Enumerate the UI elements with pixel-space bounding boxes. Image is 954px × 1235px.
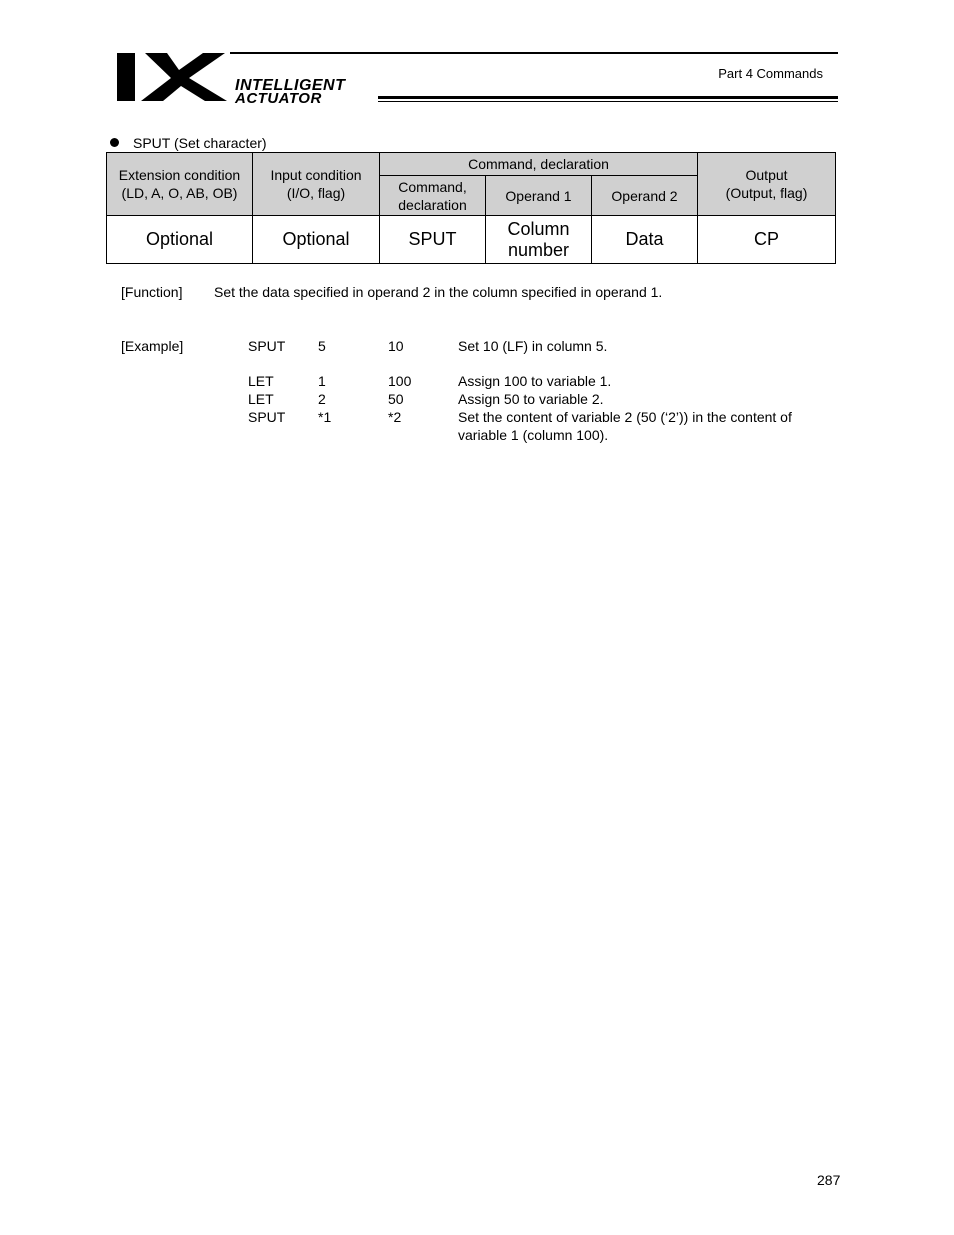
brand-line2: ACTUATOR (235, 90, 322, 106)
example-cmd: SPUT (248, 338, 286, 354)
example-op2: *2 (388, 409, 402, 425)
ix-logo (115, 50, 400, 106)
example-comment: Assign 50 to variable 2. (458, 391, 604, 407)
example-label: [Example] (121, 338, 184, 354)
header-rule-top (230, 52, 838, 54)
example-cmd: LET (248, 373, 274, 389)
example-op1: 1 (318, 373, 326, 389)
header-extension-condition: Extension condition (LD, A, O, AB, OB) (107, 153, 253, 216)
cell-extension: Optional (107, 216, 253, 264)
example-cmd: LET (248, 391, 274, 407)
cell-output: CP (698, 216, 836, 264)
example-op2: 10 (388, 338, 404, 354)
logo-letter-x (141, 53, 227, 101)
example-op1: *1 (318, 409, 332, 425)
example-op2: 100 (388, 373, 412, 389)
example-op1: 5 (318, 338, 326, 354)
header-input-condition: Input condition (I/O, flag) (253, 153, 380, 216)
section-title: SPUT (Set character) (133, 135, 267, 151)
cell-input: Optional (253, 216, 380, 264)
example-comment-continued: variable 1 (column 100). (458, 427, 609, 443)
example-comment: Set 10 (LF) in column 5. (458, 338, 608, 354)
header-operand1: Operand 1 (486, 176, 592, 216)
cell-operand2: Data (592, 216, 698, 264)
cell-command: SPUT (380, 216, 486, 264)
brand-line1: INTELLIGENT (235, 77, 346, 94)
header-rule-bottom (378, 96, 838, 99)
header-output: Output (Output, flag) (698, 153, 836, 216)
example-comment: Assign 100 to variable 1. (458, 373, 612, 389)
header-rule-bottom-thin (378, 101, 838, 102)
header-command-group: Command, declaration (380, 153, 698, 176)
header-operand2: Operand 2 (592, 176, 698, 216)
command-spec-table (106, 152, 836, 264)
header-command: Command, declaration (380, 176, 486, 216)
page-number: 287 (817, 1172, 841, 1188)
example-op2: 50 (388, 391, 404, 407)
cell-operand1: Column number (486, 216, 592, 264)
function-text: Set the data specified in operand 2 in the column specified in operand 1. (214, 284, 663, 300)
logo-letter-i (117, 53, 135, 101)
bullet-icon (110, 138, 119, 147)
function-label: [Function] (121, 284, 183, 300)
example-cmd: SPUT (248, 409, 286, 425)
header-section-label: Part 4 Commands (718, 66, 823, 81)
example-op1: 2 (318, 391, 326, 407)
example-comment: Set the content of variable 2 (50 (‘2’)) in the content of (458, 409, 792, 425)
